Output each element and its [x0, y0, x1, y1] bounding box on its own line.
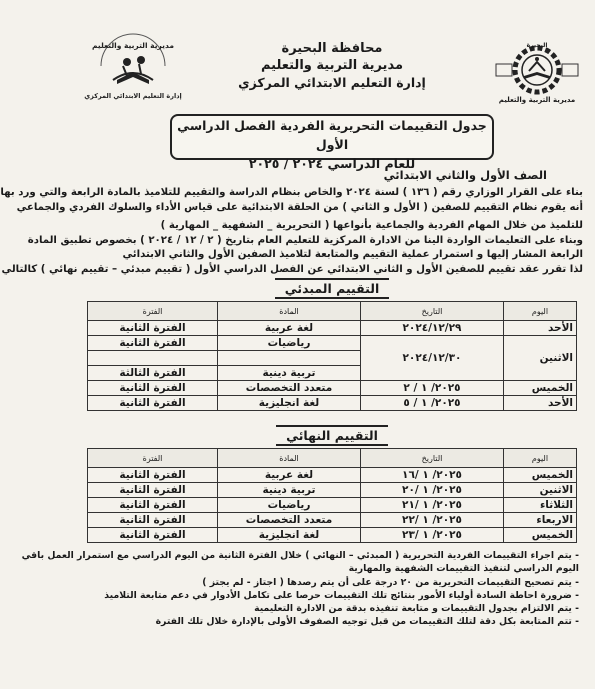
note-item: - يتم تصحيح التقييمات التحريرية من ٢٠ درجة على أن يتم رصدها ( اجتاز - لم يجتز ) — [83, 576, 579, 589]
col-period: الفترة — [88, 449, 218, 468]
col-day: اليوم — [504, 302, 577, 321]
table-row: الخميس ٢٠٢٥/ ١ / ٢ متعدد التخصصات الفترة الثانية — [88, 381, 577, 396]
emblem-caption: مديرية التربية والتعليم — [498, 96, 576, 104]
col-date: التاريخ — [361, 302, 504, 321]
letterhead — [77, 6, 587, 106]
intro-paragraph — [0, 186, 587, 277]
col-subject: المادة — [218, 302, 361, 321]
final-assessment-heading — [77, 425, 587, 446]
governorate-name: محافظة البحيرة — [281, 41, 383, 56]
final-assessment-table — [87, 448, 577, 543]
intro-line: وبناء على التعليمات الواردة الينا من الادارة المركزية للتعليم العام بتاريخ ( ٢ / ١٢ / ٢٠٢٤ ) بخصوص تطبيق المادة — [27, 234, 583, 246]
col-date: التاريخ — [361, 449, 504, 468]
table-row: تربية دينية الفترة الثالثة — [88, 366, 577, 381]
intro-line: للتلميذ من خلال المهام الفردية والجماعية بأنواعها ( التحريرية _ الشفهية _ المهارية ) — [160, 220, 583, 231]
table-row: الخميس ٢٠٢٥/ ١ /٢٣ لغة انجليزية الفترة الثانية — [88, 528, 577, 543]
col-period: الفترة — [88, 302, 218, 321]
title-line-2: للعام الدراسي ٢٠٢٤ / ٢٠٢٥ — [248, 156, 416, 171]
table-row: الاثنين ٢٠٢٤/١٢/٣٠ رياضيات الفترة الثانية — [88, 336, 577, 351]
table-row: الثلاثاء ٢٠٢٥/ ١ /٢١ رياضيات الفترة الثانية — [88, 498, 577, 513]
initial-assessment-table — [87, 301, 577, 411]
intro-line: أنه يقوم نظام التقييم للصفين ( الأول و الثاني ) من الحلقة الابتدائية على قياس الأداء والسلوك الفردي والجماعي — [16, 201, 583, 213]
table-row: الاربعاء ٢٠٢٥/ ١ /٢٢ متعدد التخصصات الفترة الثانية — [88, 513, 577, 528]
note-item: - تتم المتابعة بكل دقة لتلك التقييمات من قبل توجيه الصفوف الأولى بالإدارة خلال تلك الفترة — [83, 615, 579, 628]
col-day: اليوم — [504, 449, 577, 468]
table-row: الأحد ٢٠٢٥/ ١ / ٥ لغة انجليزية الفترة الثانية — [88, 396, 577, 411]
note-item-continued: اليوم الدراسي لتنفيذ التقييمات الشفهية والمهارية — [348, 563, 579, 575]
note-item: - يتم اجراء التقييمات الفردية التحريرية ( المبدئي – النهائي ) خلال الفترة الثانية من اليوم الدراسي مع استمرار العمل باقي — [83, 549, 579, 562]
emblem-mark: البحيرة — [526, 42, 548, 49]
table-row: الاثنين ٢٠٢٥/ ١ /٢٠ تربية دينية الفترة الثانية — [88, 483, 577, 498]
table-header-row — [88, 302, 577, 321]
title-line-1: جدول التقييمات التحريرية الفردية الفصل الدراسي الأول — [177, 118, 487, 152]
final-title: التقييم النهائي — [276, 425, 388, 446]
notes-list — [21, 543, 587, 629]
intro-line: لذا تقرر عقد تقييم للصفين الأول و الثاني الابتدائي عن الفصل الدراسي الأول ( تقييم مبدئي – تقييم نهائي ) كالتالي — [1, 263, 583, 275]
initial-title: التقييم المبدئي — [275, 278, 389, 299]
administration-name: إدارة التعليم الابتدائي المركزي — [238, 75, 426, 90]
administration-logo-icon — [84, 36, 182, 106]
logo-arc-text: مديرية التربية والتعليم — [92, 41, 174, 50]
document-title — [170, 114, 494, 171]
logo-bottom-text: إدارة التعليم الابتدائي المركزي — [84, 92, 182, 100]
note-item: - يتم الالتزام بجدول التقييمات و متابعة تنفيذه بدقة من الادارة التعليمية — [83, 602, 579, 615]
table-row: الخميس ٢٠٢٥/ ١ /١٦ لغة عربية الفترة الثانية — [88, 468, 577, 483]
directorate-name: مديرية التربية والتعليم — [260, 58, 404, 73]
note-item: - ضرورة احاطة السادة أولياء الأمور بنتائج تلك التقييمات حرصا على تكامل الأدوار في دعم متابعة التلاميذ — [83, 589, 579, 602]
table-row: الأحد ٢٠٢٤/١٢/٢٩ لغة عربية الفترة الثانية — [88, 321, 577, 336]
initial-assessment-heading — [77, 278, 587, 299]
intro-line: الرابعة المشار إليها و استمرار عملية التقييم والمتابعة لتلاميذ الصفين الأول والثاني الابتدائي — [122, 249, 583, 260]
intro-line: بناء على القرار الوزاري رقم ( ١٣٦ ) لسنة ٢٠٢٤ والخاص بنظام الدراسة والتقييم للتلاميذ بالمادة الرابعة والتي ورد بها — [0, 187, 583, 198]
table-header-row — [88, 449, 577, 468]
col-subject: المادة — [218, 449, 361, 468]
grades-label: الصف الأول والثاني الابتدائي — [383, 168, 547, 182]
